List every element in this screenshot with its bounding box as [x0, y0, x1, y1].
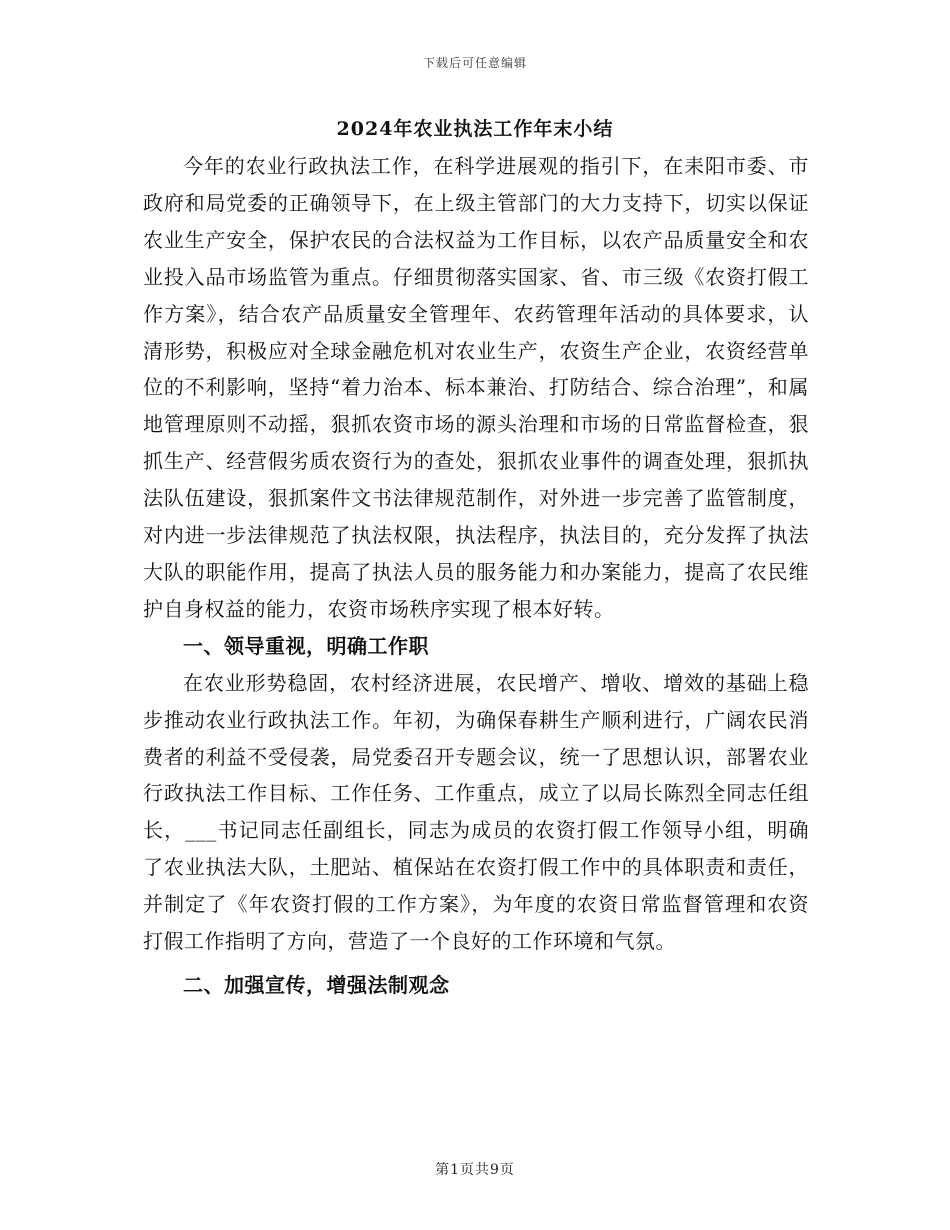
section-2-heading: 二、加强宣传，增强法制观念 [183, 972, 450, 997]
header-note: 下载后可任意编辑 [422, 56, 527, 70]
document-body [143, 148, 809, 1004]
section-1-paragraph: 在农业形势稳固，农村经济进展，农民增产、增收、增效的基础上稳步推动农业行政执法工作。年初，为确保春耕生产顺利进行，广阔农民消费者的利益不受侵袭，局党委召开专题会议，统一了思想认识，部署农业行政执法工作目标、工作任务、工作重点，成立了以局长陈烈全同志任组长，___书记同志任副组长，同志为成员的农资打假工作领导小组，明确了农业执法大队，土肥站、植保站在农资打假工作中的具体职责和责任，并制定了《年农资打假的工作方案》，为年度的农资日常监督管理和农资打假工作指明了方向，营造了一个良好的工作环境和气氛。 [143, 670, 809, 954]
document-title: 2024年农业执法工作年末小结 [336, 118, 614, 140]
page-number-footer: 第1页共9页 [435, 1162, 515, 1178]
intro-paragraph: 今年的农业行政执法工作，在科学进展观的指引下，在耒阳市委、市政府和局党委的正确领导下，在上级主管部门的大力支持下，切实以保证农业生产安全，保护农民的合法权益为工作目标，以农产品质量安全和农业投入品市场监管为重点。仔细贯彻落实国家、省、市三级《农资打假工作方案》，结合农产品质量安全管理年、农药管理年活动的具体要求，认清形势，积极应对全球金融危机对农业生产，农资生产企业，农资经营单位的不利影响，坚持“着力治本、标本兼治、打防结合、综合治理”，和属地管理原则不动摇，狠抓农资市场的源头治理和市场的日常监督检查，狠抓生产、经营假劣质农资行为的查处，狠抓农业事件的调查处理，狠抓执法队伍建设，狠抓案件文书法律规范制作，对外进一步完善了监管制度，对内进一步法律规范了执法权限，执法程序，执法目的，充分发挥了执法大队的职能作用，提高了执法人员的服务能力和办案能力，提高了农民维护自身权益的能力，农资市场秩序实现了根本好转。 [143, 154, 809, 621]
section-1-heading: 一、领导重视，明确工作职 [183, 633, 429, 658]
